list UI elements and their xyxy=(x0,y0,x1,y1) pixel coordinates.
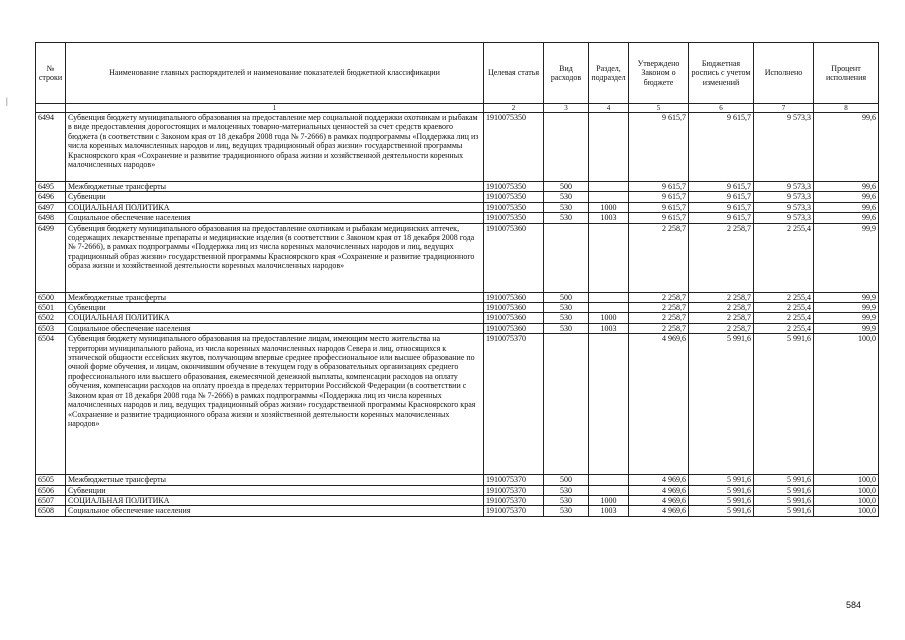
approved-cell: 2 258,7 xyxy=(629,223,689,292)
column-number: 8 xyxy=(814,104,879,113)
expense-type-cell xyxy=(544,113,589,182)
executed-cell: 5 991,6 xyxy=(754,485,814,495)
row-number-cell: 6495 xyxy=(36,182,66,192)
table-row xyxy=(36,475,879,485)
executed-cell: 2 255,4 xyxy=(754,303,814,313)
expense-type-cell: 530 xyxy=(544,506,589,516)
header-row-number: № строки xyxy=(36,43,66,104)
schedule-cell: 5 991,6 xyxy=(689,485,754,495)
percent-cell: 99,9 xyxy=(814,303,879,313)
table-row xyxy=(36,213,879,223)
section-cell: 1000 xyxy=(589,313,629,323)
table-row xyxy=(36,202,879,212)
row-number-cell: 6508 xyxy=(36,506,66,516)
approved-cell: 4 969,6 xyxy=(629,475,689,485)
section-cell xyxy=(589,192,629,202)
target-article-cell: 1910075350 xyxy=(484,113,544,182)
expense-type-cell: 530 xyxy=(544,496,589,506)
schedule-cell: 5 991,6 xyxy=(689,506,754,516)
expense-type-cell: 530 xyxy=(544,213,589,223)
target-article-cell: 1910075370 xyxy=(484,485,544,495)
approved-cell: 9 615,7 xyxy=(629,192,689,202)
target-article-cell: 1910075350 xyxy=(484,213,544,223)
percent-cell: 100,0 xyxy=(814,334,879,475)
schedule-cell: 2 258,7 xyxy=(689,303,754,313)
section-cell xyxy=(589,223,629,292)
section-cell xyxy=(589,485,629,495)
table-row xyxy=(36,182,879,192)
executed-cell: 2 255,4 xyxy=(754,223,814,292)
target-article-cell: 1910075360 xyxy=(484,313,544,323)
section-cell: 1000 xyxy=(589,496,629,506)
margin-mark: | xyxy=(6,96,8,106)
executed-cell: 2 255,4 xyxy=(754,313,814,323)
executed-cell: 9 573,3 xyxy=(754,182,814,192)
percent-cell: 99,9 xyxy=(814,323,879,333)
section-cell xyxy=(589,113,629,182)
schedule-cell: 2 258,7 xyxy=(689,292,754,302)
header-name: Наименование главных распорядителей и наименование показателей бюджетной классификации xyxy=(66,43,484,104)
section-cell xyxy=(589,475,629,485)
row-number-cell: 6505 xyxy=(36,475,66,485)
table-row xyxy=(36,323,879,333)
row-name-cell: СОЦИАЛЬНАЯ ПОЛИТИКА xyxy=(66,202,484,212)
section-cell: 1003 xyxy=(589,213,629,223)
column-number: 2 xyxy=(484,104,544,113)
schedule-cell: 5 991,6 xyxy=(689,475,754,485)
target-article-cell: 1910075350 xyxy=(484,202,544,212)
table-row xyxy=(36,506,879,516)
schedule-cell: 5 991,6 xyxy=(689,334,754,475)
column-number: 5 xyxy=(629,104,689,113)
row-name-cell: Социальное обеспечение населения xyxy=(66,506,484,516)
header-percent: Процент исполнения xyxy=(814,43,879,104)
executed-cell: 9 573,3 xyxy=(754,113,814,182)
approved-cell: 9 615,7 xyxy=(629,213,689,223)
row-number-cell: 6498 xyxy=(36,213,66,223)
row-name-cell: Субвенция бюджету муниципального образования на предоставление охотникам и рыбакам медицинских аптечек, содержащих лекарственные препараты и медицинские изделия (в соответствии с Законом края от 18 декабря 2008 года № 7-2666), в рамках подпрограммы «Поддержка лиц из числа коренных малочисленных народов и лиц, ведущих традиционный образ жизни» государственной программы Красноярского края «Сохранение и развитие традиционного образа жизни и хозяйственной деятельности коренных малочисленных народов» xyxy=(66,223,484,292)
header-row xyxy=(36,43,879,104)
executed-cell: 9 573,3 xyxy=(754,192,814,202)
section-cell xyxy=(589,182,629,192)
row-number-cell: 6494 xyxy=(36,113,66,182)
table-row xyxy=(36,334,879,475)
expense-type-cell: 500 xyxy=(544,292,589,302)
row-name-cell: Субвенция бюджету муниципального образования на предоставление мер социальной поддержки охотникам и рыбакам в виде предоставления дорогостоящих и малоценных товарно-материальных ценностей за счет средств краевого бюджета (в соответствии с Законом края от 18 декабря 2008 года № 7-2666) в рамках подпрограммы «Поддержка лиц из числа коренных малочисленных народов и лиц, ведущих традиционный образ жизни» государственной программы Красноярского края «Сохранение и развитие традиционного образа жизни и хозяйственной деятельности коренных малочисленных народов» xyxy=(66,113,484,182)
section-cell: 1000 xyxy=(589,202,629,212)
expense-type-cell xyxy=(544,334,589,475)
column-number: 6 xyxy=(689,104,754,113)
schedule-cell: 9 615,7 xyxy=(689,192,754,202)
executed-cell: 2 255,4 xyxy=(754,292,814,302)
budget-table xyxy=(35,42,879,517)
percent-cell: 100,0 xyxy=(814,485,879,495)
approved-cell: 2 258,7 xyxy=(629,313,689,323)
section-cell: 1003 xyxy=(589,323,629,333)
target-article-cell: 1910075350 xyxy=(484,192,544,202)
row-number-cell: 6506 xyxy=(36,485,66,495)
target-article-cell: 1910075360 xyxy=(484,292,544,302)
table-row xyxy=(36,303,879,313)
expense-type-cell: 530 xyxy=(544,485,589,495)
header-target-article: Целевая статья xyxy=(484,43,544,104)
table-row xyxy=(36,292,879,302)
executed-cell: 5 991,6 xyxy=(754,506,814,516)
schedule-cell: 2 258,7 xyxy=(689,323,754,333)
approved-cell: 2 258,7 xyxy=(629,303,689,313)
header-expense-type: Вид расходов xyxy=(544,43,589,104)
schedule-cell: 9 615,7 xyxy=(689,202,754,212)
expense-type-cell: 530 xyxy=(544,313,589,323)
expense-type-cell: 500 xyxy=(544,182,589,192)
row-name-cell: Социальное обеспечение населения xyxy=(66,323,484,333)
header-executed: Исполнено xyxy=(754,43,814,104)
row-name-cell: Субвенции xyxy=(66,485,484,495)
section-cell: 1003 xyxy=(589,506,629,516)
executed-cell: 2 255,4 xyxy=(754,323,814,333)
target-article-cell: 1910075360 xyxy=(484,223,544,292)
schedule-cell: 5 991,6 xyxy=(689,496,754,506)
expense-type-cell: 530 xyxy=(544,303,589,313)
column-number: 7 xyxy=(754,104,814,113)
row-number-cell: 6500 xyxy=(36,292,66,302)
header-section: Раздел, подраздел xyxy=(589,43,629,104)
table-body xyxy=(36,113,879,517)
percent-cell: 99,9 xyxy=(814,313,879,323)
expense-type-cell: 500 xyxy=(544,475,589,485)
expense-type-cell xyxy=(544,223,589,292)
table-row xyxy=(36,223,879,292)
percent-cell: 99,6 xyxy=(814,192,879,202)
target-article-cell: 1910075350 xyxy=(484,182,544,192)
row-number-cell: 6503 xyxy=(36,323,66,333)
expense-type-cell: 530 xyxy=(544,192,589,202)
row-number-cell: 6507 xyxy=(36,496,66,506)
percent-cell: 100,0 xyxy=(814,475,879,485)
row-number-cell: 6502 xyxy=(36,313,66,323)
target-article-cell: 1910075370 xyxy=(484,334,544,475)
row-name-cell: Субвенции xyxy=(66,192,484,202)
approved-cell: 2 258,7 xyxy=(629,292,689,302)
approved-cell: 4 969,6 xyxy=(629,485,689,495)
schedule-cell: 2 258,7 xyxy=(689,313,754,323)
column-number xyxy=(36,104,66,113)
expense-type-cell: 530 xyxy=(544,323,589,333)
target-article-cell: 1910075370 xyxy=(484,506,544,516)
table-row xyxy=(36,496,879,506)
percent-cell: 99,6 xyxy=(814,182,879,192)
percent-cell: 99,9 xyxy=(814,223,879,292)
target-article-cell: 1910075360 xyxy=(484,323,544,333)
row-name-cell: СОЦИАЛЬНАЯ ПОЛИТИКА xyxy=(66,313,484,323)
target-article-cell: 1910075370 xyxy=(484,496,544,506)
approved-cell: 2 258,7 xyxy=(629,323,689,333)
row-number-cell: 6499 xyxy=(36,223,66,292)
section-cell xyxy=(589,334,629,475)
table-row xyxy=(36,192,879,202)
table-row xyxy=(36,313,879,323)
column-number: 1 xyxy=(66,104,484,113)
schedule-cell: 9 615,7 xyxy=(689,213,754,223)
approved-cell: 4 969,6 xyxy=(629,334,689,475)
approved-cell: 9 615,7 xyxy=(629,182,689,192)
schedule-cell: 9 615,7 xyxy=(689,182,754,192)
percent-cell: 99,9 xyxy=(814,292,879,302)
approved-cell: 9 615,7 xyxy=(629,202,689,212)
executed-cell: 5 991,6 xyxy=(754,334,814,475)
section-cell xyxy=(589,303,629,313)
executed-cell: 5 991,6 xyxy=(754,496,814,506)
approved-cell: 9 615,7 xyxy=(629,113,689,182)
row-name-cell: Социальное обеспечение населения xyxy=(66,213,484,223)
column-number-row xyxy=(36,104,879,113)
row-name-cell: Межбюджетные трансферты xyxy=(66,475,484,485)
executed-cell: 5 991,6 xyxy=(754,475,814,485)
row-number-cell: 6496 xyxy=(36,192,66,202)
target-article-cell: 1910075370 xyxy=(484,475,544,485)
page-number: 584 xyxy=(846,600,862,610)
row-number-cell: 6501 xyxy=(36,303,66,313)
section-cell xyxy=(589,292,629,302)
target-article-cell: 1910075360 xyxy=(484,303,544,313)
expense-type-cell: 530 xyxy=(544,202,589,212)
header-approved: Утверждено Законом о бюджете xyxy=(629,43,689,104)
table-row xyxy=(36,485,879,495)
row-number-cell: 6504 xyxy=(36,334,66,475)
percent-cell: 100,0 xyxy=(814,506,879,516)
row-name-cell: Субвенция бюджету муниципального образования на предоставление лицам, имеющим место жительства на территории муниципального района, из числа коренных малочисленных народов Севера и лиц, относящихся к этнической общности ессейских якутов, получающим впервые среднее профессиональное или высшее образование по очной форме обучения, и лицам, окончившим обучение в текущем году в образовательных организациях среднего профессионального или высшего образования, ежемесячной денежной выплаты, компенсации расходов на оплату обучения, компенсации расходов на оплату проезда в пределах территории Российской Федерации (в соответствии с Законом края от 18 декабря 2008 года № 7-2666) в рамках подпрограммы «Поддержка лиц из числа коренных малочисленных народов и лиц, ведущих традиционный образ жизни» государственной программы Красноярского края «Сохранение и развитие традиционного образа жизни и хозяйственной деятельности коренных малочисленных народов» xyxy=(66,334,484,475)
executed-cell: 9 573,3 xyxy=(754,213,814,223)
column-number: 4 xyxy=(589,104,629,113)
schedule-cell: 9 615,7 xyxy=(689,113,754,182)
row-name-cell: Межбюджетные трансферты xyxy=(66,182,484,192)
percent-cell: 99,6 xyxy=(814,202,879,212)
percent-cell: 100,0 xyxy=(814,496,879,506)
row-name-cell: СОЦИАЛЬНАЯ ПОЛИТИКА xyxy=(66,496,484,506)
schedule-cell: 2 258,7 xyxy=(689,223,754,292)
percent-cell: 99,6 xyxy=(814,113,879,182)
row-name-cell: Межбюджетные трансферты xyxy=(66,292,484,302)
row-name-cell: Субвенции xyxy=(66,303,484,313)
row-number-cell: 6497 xyxy=(36,202,66,212)
executed-cell: 9 573,3 xyxy=(754,202,814,212)
header-schedule: Бюджетная роспись с учетом изменений xyxy=(689,43,754,104)
approved-cell: 4 969,6 xyxy=(629,506,689,516)
percent-cell: 99,6 xyxy=(814,213,879,223)
column-number: 3 xyxy=(544,104,589,113)
table-row xyxy=(36,113,879,182)
approved-cell: 4 969,6 xyxy=(629,496,689,506)
